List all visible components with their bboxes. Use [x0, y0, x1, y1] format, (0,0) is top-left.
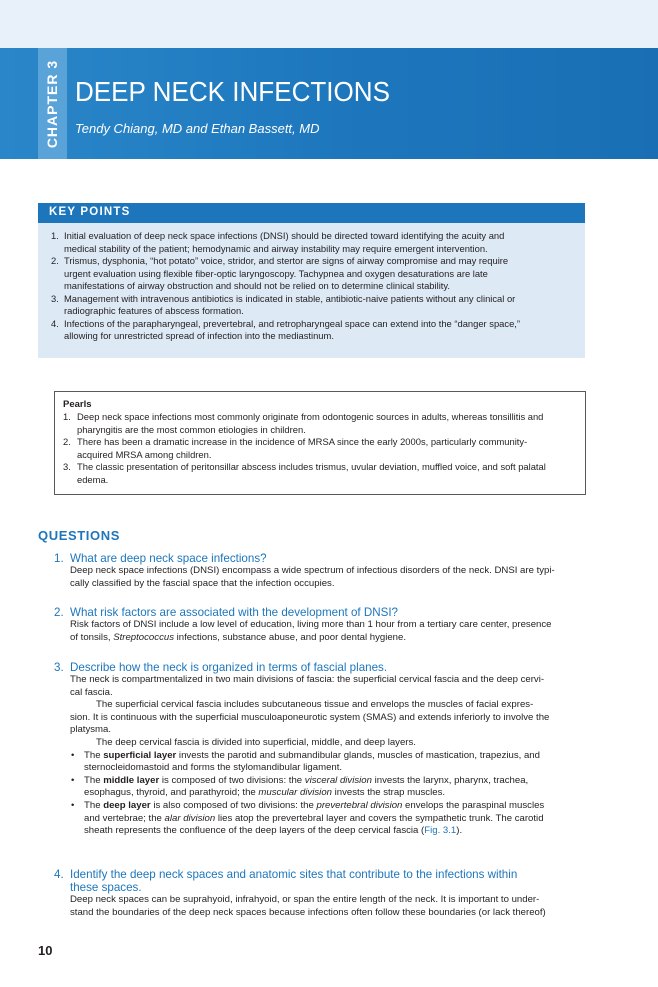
pearl-number: 3. — [63, 461, 71, 472]
question-answer — [54, 565, 599, 590]
question-block — [54, 868, 599, 919]
question-title-line: these spaces. — [70, 881, 142, 894]
bullet-text: The — [84, 799, 104, 811]
key-point-number: 2. — [51, 255, 59, 266]
bullet-line — [84, 750, 599, 763]
key-point-line: urgent evaluation using flexible fiber-optic laryngoscopy. Tachypnea and oxygen desaturations are late — [64, 267, 488, 279]
bullet-text: esophagus, thyroid, and parathyroid; the — [84, 787, 259, 799]
answer-line — [70, 632, 599, 645]
bullet-text: is also composed of two divisions: the — [150, 799, 317, 811]
answer-text: of tonsils, — [70, 631, 114, 643]
figure-reference-link[interactable]: Fig. 3.1 — [424, 825, 457, 837]
answer-text: infections, substance abuse, and poor dental hygiene. — [174, 631, 407, 643]
key-points-list — [38, 230, 577, 343]
bullet-item — [54, 750, 599, 775]
bullet-text: sheath represents the confluence of the deep layers of the deep cervical fascia ( — [84, 825, 425, 837]
answer-line: The deep cervical fascia is divided into superficial, middle, and deep layers. — [96, 736, 416, 748]
bullet-text: ). — [456, 825, 463, 837]
question-title — [54, 606, 599, 619]
question-answer — [54, 894, 599, 919]
question-title-text: What risk factors are associated with the development of DNSI? — [70, 606, 398, 619]
question-number: 3. — [54, 661, 64, 674]
pearl-number: 1. — [63, 411, 71, 422]
key-point-line: Initial evaluation of deep neck space infections (DNSI) should be directed toward identifying the acuity and — [64, 230, 505, 241]
key-point-line: Management with intravenous antibiotics is indicated in stable, antibiotic-naive patients without any clinical or — [64, 292, 516, 304]
fascia-bullet-list — [54, 750, 599, 838]
key-point-line: Infections of the parapharyngeal, prevertebral, and retropharyngeal space can extend into the “danger space,” — [64, 317, 521, 329]
bullet-text: The — [84, 774, 104, 786]
bullet-line: sternocleidomastoid and forms the stylomandibular ligament. — [84, 762, 343, 774]
bullet-text: is composed of two divisions: the — [159, 774, 305, 786]
pearls-list — [55, 411, 582, 486]
bullet-bold: middle layer — [103, 774, 160, 786]
question-number: 4. — [54, 868, 64, 881]
bullet-text: The — [84, 749, 104, 761]
answer-line: sion. It is continuous with the superficial musculoaponeurotic system (SMAS) and extends inferiorly to involve the — [70, 711, 550, 723]
bullet-text: and vertebrae; the — [84, 812, 165, 824]
bullet-italic: muscular division — [258, 787, 332, 799]
key-point-line: allowing for unrestricted spread of infection into the mediastinum. — [64, 330, 334, 341]
bullet-item — [54, 775, 599, 800]
question-answer — [54, 674, 599, 750]
pearl-line: Deep neck space infections most commonly originate from odontogenic sources in adults, whereas tonsillitis and — [77, 411, 544, 422]
answer-line: Risk factors of DNSI include a low level of education, living more than 1 hour from a tertiary care center, presence — [70, 619, 552, 630]
pearl-number: 2. — [63, 436, 71, 447]
question-title-text: Describe how the neck is organized in terms of fascial planes. — [70, 661, 388, 674]
pearl-item — [55, 461, 582, 486]
answer-line: The superficial cervical fascia includes subcutaneous tissue and envelops the muscles of facial expres- — [96, 699, 534, 711]
key-points-header — [38, 203, 585, 223]
question-title-line: Identify the deep neck spaces and anatomic sites that contribute to the infections within — [70, 868, 518, 881]
key-points-box — [38, 203, 585, 358]
key-point-line: manifestations of airway obstruction and should not be relied on to determine clinical stability. — [64, 280, 450, 291]
bullet-italic: prevertebral division — [316, 799, 403, 811]
pearl-item — [55, 411, 582, 436]
question-block — [54, 606, 599, 644]
bullet-line — [84, 813, 599, 826]
bullet-text: invests the strap muscles. — [332, 787, 446, 799]
key-point-line: medical stability of the patient; hemodynamic and airway instability may require emergent intervention. — [64, 242, 488, 254]
answer-italic: Streptococcus — [113, 631, 174, 643]
question-title — [54, 552, 599, 565]
page-number: 10 — [38, 943, 53, 958]
bullet-line — [84, 800, 599, 813]
pearl-line: The classic presentation of peritonsillar abscess includes trismus, uvular deviation, muffled voice, and soft palatal — [77, 461, 546, 472]
question-number: 1. — [54, 552, 64, 565]
question-answer — [54, 619, 599, 644]
key-point-number: 1. — [51, 230, 59, 241]
pearl-line: acquired MRSA among children. — [77, 448, 212, 460]
pearl-line: edema. — [77, 473, 109, 485]
bullet-line — [84, 825, 599, 838]
bullet-item — [54, 800, 599, 838]
question-title — [54, 868, 599, 894]
questions-heading: QUESTIONS — [38, 528, 120, 543]
bullet-italic: alar division — [164, 812, 216, 824]
top-band — [0, 0, 658, 48]
bullet-text: invests the larynx, pharynx, trachea, — [371, 774, 529, 786]
key-point-number: 4. — [51, 317, 59, 329]
answer-line: platysma. — [70, 724, 112, 736]
pearls-title: Pearls — [63, 399, 92, 410]
answer-line: Deep neck spaces can be suprahyoid, infrahyoid, or span the entire length of the neck. It is important to under- — [70, 894, 540, 905]
answer-line: The neck is compartmentalized in two main divisions of fascia: the superficial cervical fascia and the deep cervi- — [70, 674, 545, 685]
question-block — [54, 661, 599, 838]
chapter-label — [38, 48, 67, 159]
answer-line: Deep neck space infections (DNSI) encompass a wide spectrum of infectious disorders of the neck. DNSI are typi- — [70, 565, 555, 576]
key-point-item — [38, 293, 577, 318]
answer-line: cal fascia. — [70, 686, 113, 698]
key-point-item — [38, 318, 577, 343]
question-block — [54, 552, 599, 590]
key-point-item — [38, 230, 577, 255]
bullet-italic: visceral division — [304, 774, 372, 786]
question-title — [54, 661, 599, 674]
key-point-number: 3. — [51, 292, 59, 304]
pearl-item — [55, 436, 582, 461]
key-point-item — [38, 255, 577, 293]
chapter-title: DEEP NECK INFECTIONS — [75, 76, 390, 107]
answer-line: cally classified by the fascial space that the infection occupies. — [70, 577, 335, 589]
key-points-title: KEY POINTS — [49, 206, 131, 218]
bullet-bold: superficial layer — [103, 749, 177, 761]
key-point-line: radiographic features of abscess formation. — [64, 305, 244, 316]
question-title-text: What are deep neck space infections? — [70, 552, 267, 565]
bullet-text: invests the parotid and submandibular glands, muscles of mastication, trapezius, and — [176, 749, 540, 761]
bullet-bold: deep layer — [103, 799, 151, 811]
bullet-line — [84, 775, 599, 788]
pearls-box — [54, 391, 586, 495]
pearl-line: pharyngitis are the most common etiologies in children. — [77, 423, 306, 435]
pearl-line: There has been a dramatic increase in the incidence of MRSA since the early 2000s, particularly community- — [77, 436, 528, 447]
bullet-text: lies atop the prevertebral layer and covers the sympathetic trunk. The carotid — [215, 812, 544, 824]
bullet-text: envelops the paraspinal muscles — [402, 799, 545, 811]
chapter-authors: Tendy Chiang, MD and Ethan Bassett, MD — [75, 121, 320, 136]
chapter-label-text: CHAPTER 3 — [44, 59, 61, 148]
key-point-line: Trismus, dysphonia, “hot potato” voice, stridor, and stertor are signs of airway compromise and may require — [64, 255, 509, 266]
bullet-line — [84, 787, 599, 800]
question-number: 2. — [54, 606, 64, 619]
answer-line: stand the boundaries of the deep neck spaces because infections often follow these boundaries (or lack thereof) — [70, 906, 546, 918]
